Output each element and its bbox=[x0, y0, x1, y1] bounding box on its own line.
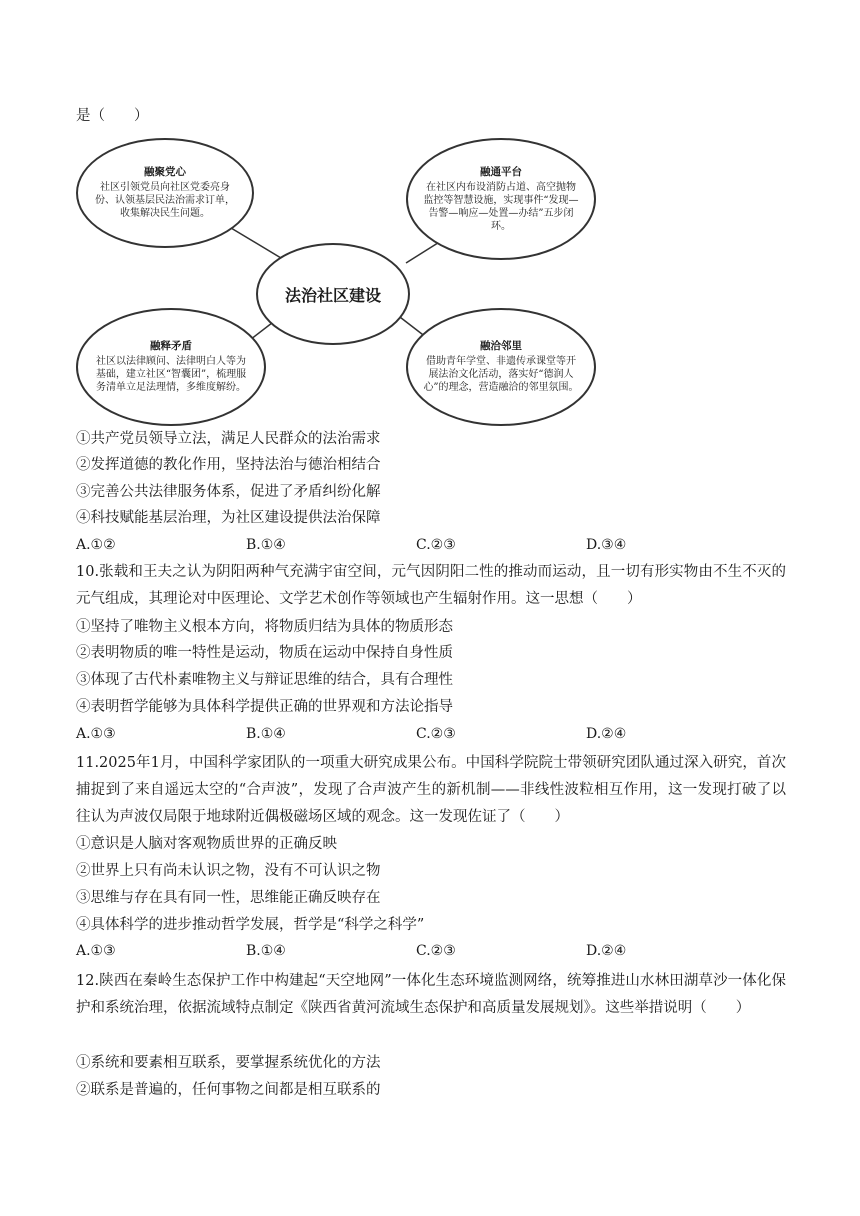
q9-option-c[interactable]: C.②③ bbox=[416, 537, 456, 553]
node-text: 社区引领党员向社区党委亮身份、认领基层民法治需求订单，收集解决民生问题。 bbox=[95, 182, 235, 219]
diagram-node-rongtong bbox=[406, 138, 596, 260]
q10-option-d[interactable]: D.②④ bbox=[586, 726, 627, 742]
q11-statement: ①意识是人脑对客观物质世界的正确反映 bbox=[76, 836, 337, 852]
q10-option-b[interactable]: B.①④ bbox=[246, 726, 286, 742]
node-text: 社区以法律顾问、法律明白人等为基础，建立社区“智囊团”，梳理服务清单立足法理情，多维度解纷。 bbox=[95, 356, 247, 393]
q9-statement: ④科技赋能基层治理，为社区建设提供法治保障 bbox=[76, 510, 381, 526]
q10-statement: ②表明物质的唯一特性是运动，物质在运动中保持自身性质 bbox=[76, 645, 453, 661]
q9-stem-tail: 是（ ） bbox=[76, 108, 149, 124]
node-title: 融洽邻里 bbox=[480, 340, 522, 352]
q10-option-a[interactable]: A.①③ bbox=[76, 726, 116, 742]
diagram-center-label: 法治社区建设 bbox=[284, 285, 381, 305]
q9-statement: ③完善公共法律服务体系，促进了矛盾纠纷化解 bbox=[76, 484, 381, 500]
q12-statement: ①系统和要素相互联系，要掌握系统优化的方法 bbox=[76, 1055, 381, 1071]
q11-stem: 11.2025年1月，中国科学家团队的一项重大研究成果公布。中国科学院院士带领研究团队通过深入研究，首次捕捉到了来自遥远太空的“合声波”，发现了合声波产生的新机制——非线性波粒相互作用，这一发现打破了以往认为声波仅局限于地球附近偶极磁场区域的观念。这一发现佐证了（ ） bbox=[76, 755, 786, 825]
q9-statement: ①共产党员领导立法，满足人民群众的法治需求 bbox=[76, 431, 381, 447]
q9-diagram bbox=[76, 138, 596, 428]
q11-option-b[interactable]: B.①④ bbox=[246, 943, 286, 959]
q11-option-d[interactable]: D.②④ bbox=[586, 943, 627, 959]
node-text: 在社区内布设消防占道、高空抛物监控等智慧设施，实现事件“发现—告警—响应—处置—办结”五步闭环。 bbox=[423, 181, 579, 232]
q11-statement: ④具体科学的进步推动哲学发展，哲学是“科学之科学” bbox=[76, 917, 425, 933]
q11-option-c[interactable]: C.②③ bbox=[416, 943, 456, 959]
diagram-node-rongqia bbox=[406, 308, 596, 426]
node-text: 借助青年学堂、非遗传承课堂等开展法治文化活动，落实好“德润人心”的理念，营造融洽的邻里氛围。 bbox=[423, 356, 579, 393]
q10-stem: 10.张载和王夫之认为阴阳两种气充满宇宙空间，元气因阴阳二性的推动而运动，且一切有形实物由不生不灭的元气组成，其理论对中医理论、文学艺术创作等领域也产生辐射作用。这一思想（ ） bbox=[76, 564, 786, 607]
q9-option-a[interactable]: A.①② bbox=[76, 537, 116, 553]
q9-option-d[interactable]: D.③④ bbox=[586, 537, 627, 553]
q10-statement: ④表明哲学能够为具体科学提供正确的世界观和方法论指导 bbox=[76, 699, 453, 715]
q9-option-b[interactable]: B.①④ bbox=[246, 537, 286, 553]
q10-option-c[interactable]: C.②③ bbox=[416, 726, 456, 742]
q12-stem: 12.陕西在秦岭生态保护工作中构建起“天空地网”一体化生态环境监测网络，统筹推进山水林田湖草沙一体化保护和系统治理，依据流域特点制定《陕西省黄河流域生态保护和高质量发展规划》。这些举措说明（ ） bbox=[76, 973, 786, 1016]
q12-statement: ②联系是普遍的，任何事物之间都是相互联系的 bbox=[76, 1082, 381, 1098]
node-title: 融释矛盾 bbox=[150, 340, 192, 352]
q9-statement: ②发挥道德的教化作用，坚持法治与德治相结合 bbox=[76, 457, 381, 473]
q11-option-a[interactable]: A.①③ bbox=[76, 943, 116, 959]
node-title: 融通平台 bbox=[480, 165, 522, 178]
diagram-center bbox=[256, 243, 410, 345]
node-title: 融聚党心 bbox=[144, 166, 186, 178]
diagram-node-rongju bbox=[76, 138, 254, 248]
q10-statement: ③体现了古代朴素唯物主义与辩证思维的结合，具有合理性 bbox=[76, 672, 453, 688]
diagram-node-rongshi bbox=[76, 308, 266, 426]
q11-statement: ②世界上只有尚未认识之物，没有不可认识之物 bbox=[76, 863, 381, 879]
q11-statement: ③思维与存在具有同一性，思维能正确反映存在 bbox=[76, 890, 381, 906]
q10-statement: ①坚持了唯物主义根本方向，将物质归结为具体的物质形态 bbox=[76, 619, 453, 635]
